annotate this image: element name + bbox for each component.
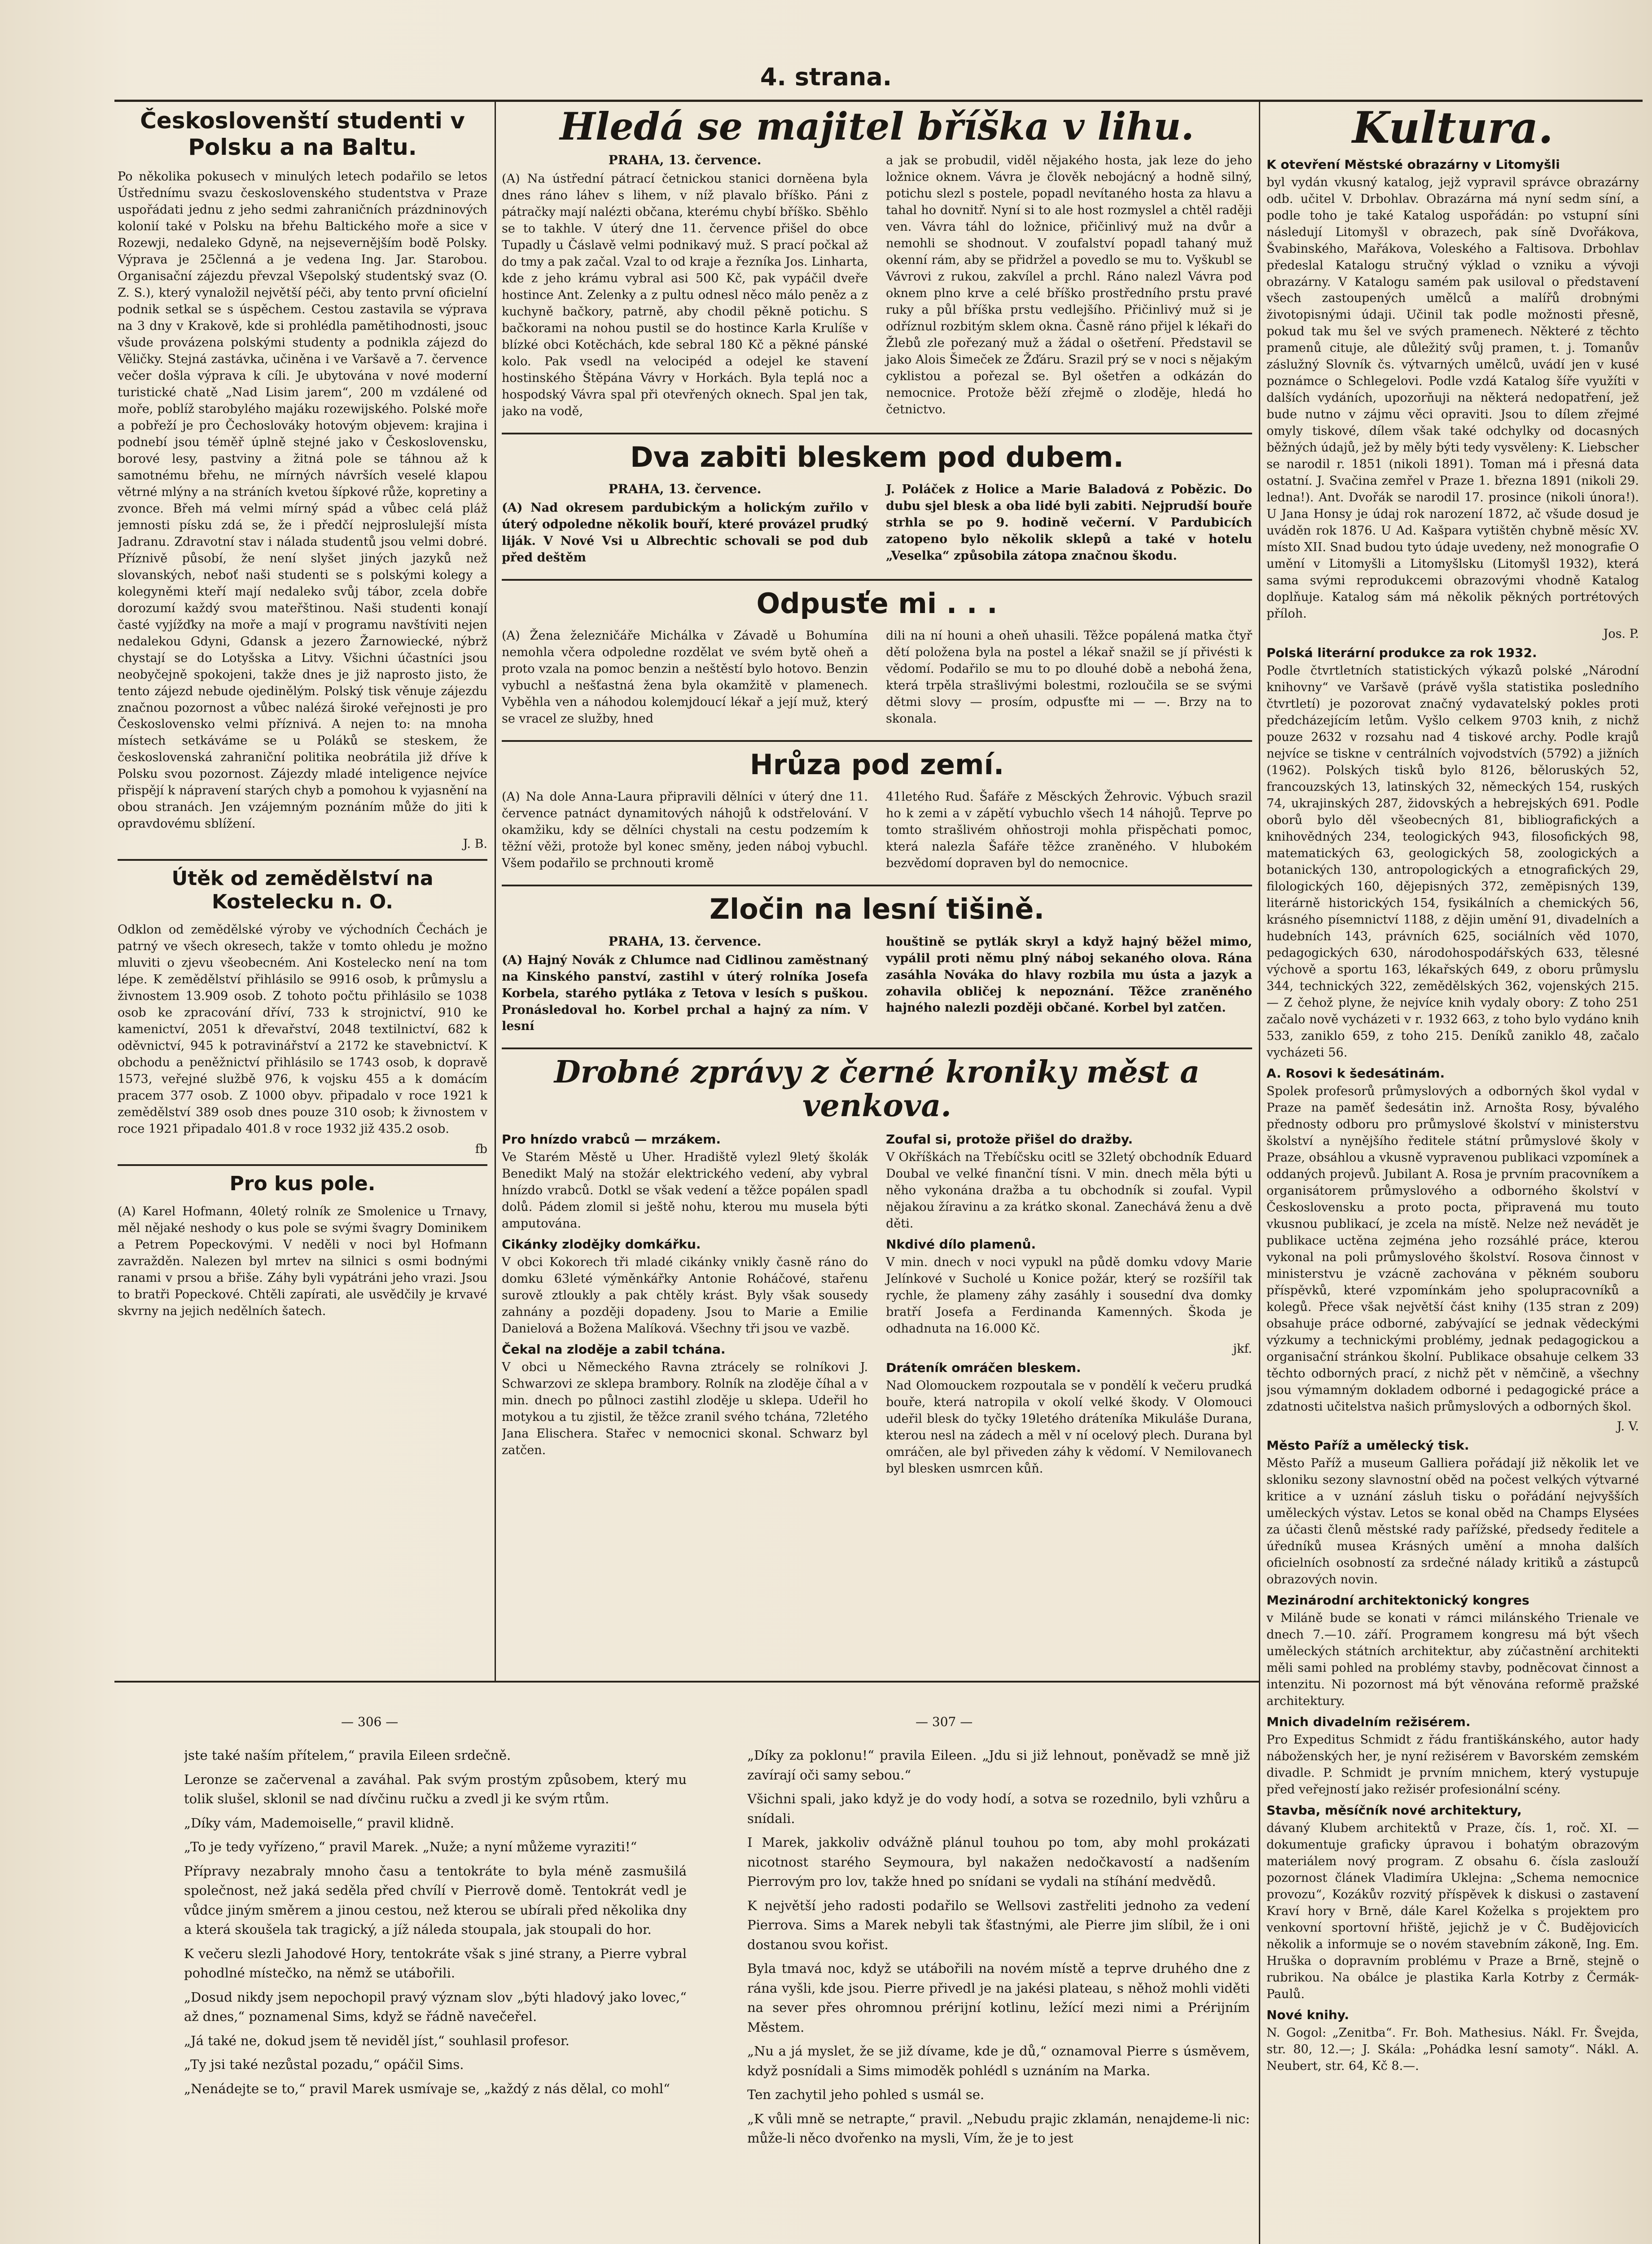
page-number-header: 4. strana. (760, 63, 892, 91)
article-two-column (502, 153, 1252, 425)
column-divider (1259, 101, 1260, 2244)
novel-paragraph: Všichni spali, jako když je do vody hodí, a sotva se rozednilo, byli vzhůru a snídali. (747, 1791, 1250, 1826)
article-headline: Hrůza pod zemí. (749, 748, 1004, 781)
section-title: Kultura. (1352, 104, 1553, 153)
subhead: Mezinárodní architektonický kongres (1266, 1593, 1529, 1608)
article-headline: Českoslovenští studenti v Polsku a na Baltu. (140, 108, 465, 160)
article-body: (A) Hajný Novák z Chlumce nad Cidlinou zaměstnaný na Kinského panství, zastihl v úterý rolníka Josefa Korbela, starého pytláka z Tetova v lesích s puškou. Pronásledoval ho. Korbel prchal a hajný za ním. V lesní (502, 953, 868, 1034)
novel-right-page (747, 1746, 1250, 2244)
article-headline: Dva zabiti bleskem pod dubem. (630, 441, 1124, 474)
article-separator (118, 859, 487, 861)
article-body: v Miláně bude se konati v rámci milánského Trienale ve dnech 7.—10. září. Programem kongresu má být všech uměleckých státních architektur, aby zúčastnění architekti měli sami pohled na problémy stavby, podněcovat činnost a intenzitu. Ni pozornost má být věnována reformě pražské architektury. (1266, 1611, 1639, 1709)
article-separator (502, 579, 1252, 581)
article-headline: Odpusťe mi . . . (756, 587, 998, 620)
novel-paragraph: „To je tedy vyřízeno,“ pravil Marek. „Nuže; a nyní můžeme vyraziti!“ (184, 1839, 637, 1854)
article-two-column (502, 628, 1252, 732)
article-signature: J. V. (1617, 1420, 1639, 1434)
article-body: (A) Žena železničáře Michálka v Závadě u Bohumína nemohla včera odpoledne rozdělat ve svém bytě oheň a proto vzala na pomoc benzin a neštěstí bylo hotovo. Benzin vybuchl a nešťastná žena byla okamžitě v plamenech. Vyběhla ven a náhodou kolemjdoucí lékař a její muž, který se vracel ze služby, hned (502, 629, 868, 726)
novel-paragraph: „Dosud nikdy jsem nepochopil pravý význam slov „býti hladový jako lovec,“ až dnes,“ poznamenal Sims, když se řádně navečeřel. (184, 1989, 687, 2024)
article-signature: fb (475, 1142, 487, 1156)
novel-paragraph: „Ty jsi také nezůstal pozadu,“ opáčil Sims. (184, 2057, 464, 2072)
subhead: Dráteník omráčen bleskem. (886, 1360, 1081, 1375)
article-body: houštině se pytlák skryl a když hajný běžel mimo, vypálil proti němu plný náboj sekaného olova. Rána zasáhla Nováka do hlavy rozbila mu ústa a jazyk a zohavila obličej k nepoznání. Těžce zraněného hajného nalezli později občané. Korbel byl zatčen. (886, 934, 1252, 1015)
subhead: Nové knihy. (1266, 2007, 1350, 2023)
novel-page-number: — 307 — (916, 1714, 973, 1729)
article-two-column (502, 1128, 1252, 1482)
article-body: Nad Olomouckem rozpoutala se v pondělí k večeru prudká bouře, která natropila v okolí velké škody. V Olomouci udeřil blesk do tyčky 19letého dráteníka Mikuláše Durana, kterou nesl na zádech a měl v ní ocelový plech. Durana byl omráčen, ale byl přiveden záhy k vědomí. V Nemilovanech byl blesken usmrcen kůň. (886, 1378, 1252, 1476)
article-signature: J. B. (463, 837, 487, 851)
subhead: K otevření Městské obrazárny v Litomyšli (1266, 157, 1560, 172)
article-body: byl vydán vkusný katalog, jejž vypravil správce obrazárny odb. učitel V. Drbohlav. Obrazárna má nyní sedm síní, a podle toho je také Katalog uspořádán: po vstupní síni následují Litomyšl v obrazech, pak síně Dvořákova, Švabinského, Mařákova, Voleského a Faltisova. Drbohlav předeslal Katalogu stručný výklad o vzniku a vývoji obrazárny. V Katalogu samém pak usiloval o představení všech zastoupených umělců a malířů drobnými životopisnými údaji. Učinil tak podle možnosti přesně, pokud tak mu šel ve svých pramenech. Některé z těchto pramenů cituje, ale důležitý svůj pramen, t. j. Tomanův záslužný Slovník čs. výtvarných umělců, uvádí jen v kusé poznámce o Schlegelovi. Podle vzdá Katalog šíře využíti v dalších vydáních, upozorňuji na některá nedopatření, jež bude nutno v zájmu věci opraviti. Jsou to dílem zřejmé omyly tiskové, dílem však také odchylky od docasných běžných údajů, jež by měly býti tedy vysvěleny: K. Liebscher se narodil r. 1851 (nikoli 1891). Toman má i přesná data ostatní. J. Svačina zemřel v Praze 1. března 1891 (nikoli 29. ledna!). Ant. Dvořák se narodil 17. prosince (nikoli února!). U Jana Honsy je údaj rok narození 1872, ač všude dosud je uváděn rok 1876. U Ad. Kašpara vytištěn chybně měsíc XV. místo XII. Snad budou tyto údaje uvedeny, než monografie O umění v Litomyšli a Litomyšlsku (Litomyšl 1932), která sama svými reprodukcemi obrazovými vhodně Katalog doplňuje. Katalog sám má několik pěkných portrétových příloh. (1266, 175, 1639, 621)
article-body: Podle čtvrtletních statistických výkazů polské „Národní knihovny“ ve Varšavě (právě vyšla statistika posledního čtvrtletí) je pozorovat značný vydavatelský pokles proti předcházejícím letům. Vyšlo celkem 9703 knih, z nichž pouze 2632 v rozsahu nad 4 tiskové archy. Podle krajů nejvíce se tiskne v centrálních vojvodstvích (5792) a jižních (1962). Polských tisků bylo 8126, běloruských 52, francouzských 13, latinských 32, německých 154, ruských 74, ukrajinských 287, židovských a hebrejských 691. Podle oborů bylo děl všeobecných 81, bibliografických a knihovědných 234, teologických 943, filosofických 98, matematických 63, geologických 58, zoologických a botanických 130, antropologických a etnografických 29, filologických 160, dějepisných 372, zeměpisných 139, literárně historických 154, fysikálních a chemických 56, krásného písemnictví 1188, z dějin umění 91, divadelních a hudebních 143, právních 625, sociálních věd 1070, pedagogických 630, národohospodářských 633, tělesné výchově a sportu 163, lékařských 649, z oboru průmyslu 344, technických 322, zemědělských 362, vojenských 215. — Z čehož plyne, že nejvíce knih vydaly obory: Z toho 251 začalo nově vycházeti v r. 1932 663, z toho bylo vydáno knih 533, zaniklo 659, z toho 215. Deníků zaniklo 48, začalo vycházeti 56. (1266, 664, 1639, 1060)
article-body: V min. dnech v noci vypukl na půdě domku vdovy Marie Jelínkové v Sucholé u Konice požár, který se rozšířil tak rychle, že plameny záhy zasáhly i sousední dva domky bratří Josefa a Ferdinanda Kamenných. Škoda je odhadnuta na 16.000 Kč. (886, 1255, 1252, 1336)
novel-paragraph: K večeru slezli Jahodové Hory, tentokráte však s jiné strany, a Pierre vybral pohodlné místečko, na němž se utábořili. (184, 1946, 687, 1981)
subhead: Cikánky zlodějky domkářku. (502, 1236, 701, 1252)
dateline: PRAHA, 13. července. (608, 482, 762, 497)
subhead: Mnich divadelním režisérem. (1266, 1714, 1471, 1730)
subhead: Polská literární produkce za rok 1932. (1266, 645, 1537, 661)
subhead: Město Paříž a umělecký tisk. (1266, 1438, 1469, 1453)
article-headline: Drobné zprávy z černé kroniky měst a venkova. (554, 1054, 1200, 1124)
article-body: V Okříškách na Třebíčsku ocitl se 32letý obchodník Eduard Doubal ve velké finanční tísni. V min. dnech měla býti u něho vykonána dražba a tu obchodník si zoufal. Vypil nějakou žíravinu a za krátko skonal. Zanechává ženu a dvě děti. (886, 1150, 1252, 1231)
article-headline: Hledá se majitel bříška v lihu. (560, 106, 1194, 149)
subhead: Pro hnízdo vrabců — mrzákem. (502, 1132, 721, 1147)
article-signature: Jos. P. (1603, 627, 1639, 641)
article-separator (502, 885, 1252, 886)
article-body: Po několika pokusech v minulých letech podařilo se letos Ústřednímu svazu československého studentstva v Praze uspořádati jednu z jeho sedmi zahraničních prázdninových kolonií také v Polsku na břehu Baltického moře a sice v Rozewji, nedaleko Gdyně, na nejsevernějším bodě Polsky. Výprava je 25členná a je vedena Ing. Jar. Starobou. Organisační zájezdu převzal Všepolský studentský svaz (O. Z. S.), který vynaložil největší péči, aby tento první oficielní podnik setkal se s úspěchem. Cestou zastavila se výprava na 3 dny v Krakově, kde si prohlédla pamětihodnosti, jsouc všude provázena polskými studenty a podnikla zájezd do Věličky. Stejná zastávka, učiněna i ve Varšavě a 7. července večer došla výprava k cíli. Je ubytována v nové moderní turistické chatě „Nad Lisim jarem“, 200 m vzdálené od moře, poblíž starobylého majáku rozewijského. Polské moře a pobřeží je pro Čechoslováky hotovým objevem: krajina i podnebí jsou téměř úplně stejné jako v Československu, borové lesy, pastviny a žitná pole se táhnou až k samotnému břehu, ne mírných návrších veselé klapou větrné mlýny a na stráních kvetou šípkové růže, kopretiny a zvonce. Břeh má velmi mírný spád a vůbec celá pláž jemnosti písku zdá se, že i předčí nejproslulejší místa Jadranu. Zdravotní stav i nálada studentů jsou velmi dobré. Příznivě působí, že není slyšet jiných jazyků než slovanských, neboť naši studenti se s polskými kolegy a kolegyněmi kteří mají nedaleko svůj tábor, zcela dobře dorozumí každý svou mateřštinou. Naši studenti konají časté vyjížďky na moře a mají v programu navštíviti nejen nedalekou Gdyni, Gdansk a jezero Žarnowiecké, nýbrž chystají se do Lotyšska a Litvy. Všichni účastníci jsou neobyčejně spokojeni, takže dnes je již naprosto jisto, že tento zájezd nebude ojedinělým. Polský tisk věnuje zájezdu značnou pozornost a vůbec nalézá široké veřejnosti je pro Československo velmi příznivá. A nejen to: na mnoha místech setkáváme se u Poláků se steskem, že československá zahraniční politika neobrátila již dříve k Polsku svou pozornost. Zájezdy mladé inteligence nejvíce přispějí k nápravení starých chyb a pomohou k vyjasnění na obou stranách. Jen vzájemným poznáním může do jiti k opravdovému sblížení. (118, 170, 487, 831)
article-headline: Útěk od zemědělství na Kostelecku n. O. (171, 867, 434, 914)
dateline: PRAHA, 13. července. (608, 934, 762, 949)
novel-paragraph: „Nenádejte se to,“ pravil Marek usmívaje se, „každý z nás dělal, co mohl“ (184, 2081, 670, 2096)
article-body: Spolek profesorů průmyslových a odborných škol vydal v Praze na paměť šedesátin inž. Arnošta Rosy, bývalého přednosty odboru pro průmyslové školství v ministerstvu školství a nynějšího ředitele státní průmyslové školy v Praze, obsáhlou a vkusně vypravenou publikaci vzpomínek a oddaných projevů. Jubilant A. Rosa je prvním pracovníkem a organisátorem průmyslového a odborného školství v Československu a proto pocta, připravená mu touto vkusnou publikací, je zcela na místě. Nelze než nevádět je publikace uctěna zejména jeho rozsáhlé práce, kterou vykonal na poli průmyslového školství. Rosova činnost v ministerstvu je vzácně zachována v pěkném souboru příspěvků, které vzpomínkám jeho spolupracovníků a kolegů. Přece však největší část knihy (135 stran z 209) obsahuje práce odborné, zabývající se jednak vědeckými výzkumy a technickými problémy, jednak pedagogickou a organisační stránkou školní. Publikace obsahuje celkem 33 těchto odborných prací, z nichž pět v němčině, a všechny jsou výmamným dokladem odborné i pedagogické práce a zdatnosti učitelstva našich průmyslových a odborných škol. (1266, 1084, 1639, 1414)
novel-paragraph: Byla tmavá noc, když se utábořili na novém místě a teprve druhého dne z rána vyšli, kde jsou. Pierre přivedl je na jakési plateau, s něhož mohli viděti na sever přes ohromnou prérijní kotlinu, ležící mezi nimi a Prérijním Městem. (747, 1961, 1250, 2035)
subhead: Nkdivé dílo plamenů. (886, 1236, 1036, 1252)
article-body: Pro Expeditus Schmidt z řádu františkánského, autor hady náboženských her, je nyní režisérem v Bavorském zemském divadle. P. Schmidt je prvním mnichem, který vystupuje před veřejností jako režisér profesionální scény. (1266, 1733, 1639, 1797)
novel-paragraph: I Marek, jakkoliv odvážně plánul touhou po tom, aby mohl prokázati nicotnost starého Seymoura, byl nakažen nedočkavostí a nadšením Pierrovým pro lov, takže hned po snídani se vydali na stíhání medvědů. (747, 1835, 1250, 1889)
article-separator (118, 1164, 487, 1166)
middle-column (502, 106, 1252, 1677)
article-body: (A) Karel Hofmann, 40letý rolník ze Smolenice u Trnavy, měl nějaké neshody o kus pole se svými švagry Dominikem a Petrem Popeckovými. V neděli v noci byl Hofmann zavražděn. Nalezen byl mrtev na silnici s osmi bodnými ranami v prsou a břiše. Záhy byli vypátráni jeho vrazi. Jsou to bratři Popeckové. Chtěli zapírati, ale usvědčily je krvavé skvrny na jejich nedělních šatech. (118, 1204, 487, 1318)
article-body: N. Gogol: „Zenitba“. Fr. Boh. Mathesius. Nákl. Fr. Švejda, str. 80, 12.—; J. Skála: „Pohádka lesní samoty“. Nákl. A. Neubert, str. 64, Kč 8.—. (1266, 2026, 1639, 2073)
article-body: Ve Starém Městě u Uher. Hradiště vylezl 9letý školák Benedikt Malý na stožár elektrického vedení, aby vybral hnízdo vrabců. Dotkl se však vedení a těžce popálen spadl dolů. Pádem zlomil si ještě nohu, kterou mu musela býti amputována. (502, 1150, 868, 1231)
subhead: Zoufal si, protože přišel do dražby. (886, 1132, 1133, 1147)
novel-left-page (184, 1746, 687, 2244)
header-rule (114, 100, 1643, 102)
article-body: Město Paříž a museum Galliera pořádají již několik let ve skloniku sezony slavnostní oběd na počest velkých výtvarné kritice a v uznání zásluh tisku o pořádání nejvyšších uměleckých výstav. Letos se konal oběd na Champs Elysées za účasti členů městské rady pařížské, předsedy ředitele a úředníků musea Krásných umění a mnoha dalších oficielních osobností za srdečné nálady kritiků a zástupců obrazových novin. (1266, 1456, 1639, 1587)
novel-paragraph: Přípravy nezabraly mnoho času a tentokráte to byla méně zasmušilá společnost, než jaká seděla před chvílí v Pierrově domě. Tentokrát vedl je vůdce jiným směrem a jinou cestou, než kterou se ubírali před několika dny a která skoušela tak tragický, a jíž náleda stoupala, jak stoupali do hor. (184, 1863, 687, 1937)
novel-paragraph: jste také naším přítelem,“ pravila Eileen srdečně. (184, 1748, 511, 1763)
article-signature: jkf. (1233, 1341, 1252, 1356)
article-body: 41letého Rud. Šafáře z Měsckých Žehrovic. Výbuch srazil ho k zemi a v zápětí vybuchlo všech 14 náhojů. Teprve po tomto strašlivém ohňostroji mohla přispěchati pomoc, která nalezla Šafáře těžce zraněného. V hlubokém bezvědomí dopraven byl do nemocnice. (886, 790, 1252, 871)
article-body: dávaný Klubem architektů v Praze, čís. 1, roč. XI. — dokumentuje graficky úpravou i bohatým obrazovým materiálem nový program. Z obsahu 6. čísla zaslouží pozornost článek Vladimíra Uklejna: „Schema nemocnice provozu“, Kozákův rozvitý příspěvek k diskusi o zastavení Kraví hory v Brně, dále Karel Koželka s projektem pro venkovní sportovní hřiště, jejichž je v Č. Budějovicích několik a informuje se o novém stavebním zákoně, Ing. Em. Hruška o dopravním problému v Praze a Brně, stejně o rubrikou. Na obálce je plastika Karla Kotrby z Čermák-Paulů. (1266, 1821, 1639, 2002)
dateline: PRAHA, 13. července. (608, 153, 762, 168)
article-headline: Zločin na lesní tišině. (709, 893, 1045, 926)
subhead: A. Rosovi k šedesátinám. (1266, 1065, 1445, 1081)
novel-paragraph: „Díky vám, Mademoiselle,“ pravil klidně. (184, 1815, 454, 1831)
article-separator (502, 740, 1252, 742)
article-two-column (502, 934, 1252, 1040)
novel-paragraph: „Díky za poklonu!“ pravila Eileen. „Jdu si již lehnout, poněvadž se mně již zavírají oči samy sebou.“ (747, 1748, 1250, 1783)
article-body: a jak se probudil, viděl nějakého hosta, jak leze do jeho ložnice oknem. Vávra je člověk nebojácný a hodně silný, potichu slezl s postele, popadl nevítaného hosta za hlavu a tahal ho dovnitř. Nyní si to ale host rozmyslel a chtěl raději ven. Vávra táhl do ložnice, přičinlivý muž na dvůr a nemohli se shodnout. V zoufalství popadl tahaný muž okenní rám, aby se přidržel a povedlo se mu to. Vyškubl se Vávrovi z rukou, zakvílel a prchl. Ráno nalezl Vávra pod oknem plno krve a celé bříško prostředního prstu pravé ruky a půl bříška prstu vedlejšího. Přičinlivý muž si je odříznul rozbitým sklem okna. Časně ráno přijel k lékaři do Žlebů zle pořezaný muž a žádal o ošetření. Představil se jako Alois Šimeček ze Žďáru. Srazil prý se v noci s nějakým cyklistou a pořezal se. Byl ošetřen a odkázán do nemocnice. Protože běží zřejmě o zloděje, hledá ho četnictvo. (886, 153, 1252, 417)
novel-paragraph: K největší jeho radosti podařilo se Wellsovi zastřeliti jednoho za vedení Pierrova. Sims a Marek nebyli tak šťastnými, ale Pierre jim slíbil, že i oni dostanou svou kořist. (747, 1898, 1250, 1952)
novel-paragraph: Ten zachytil jeho pohled s usmál se. (747, 2087, 985, 2102)
article-separator (502, 433, 1252, 434)
right-column-kultura (1266, 104, 1639, 2244)
article-two-column (502, 482, 1252, 571)
novel-paragraph: „K vůli mně se netrapte,“ pravil. „Nebudu prajic zklamán, nenajdeme-li nic: může-li něco dvořenko na mysli, Vím, že je to jest (747, 2111, 1250, 2146)
novel-page-number: — 306 — (341, 1714, 399, 1729)
article-body: V obci Kokorech tři mladé cikánky vnikly časně ráno do domku 63leté výměnkářky Antonie Roháčové, stařenu surově ztloukly a pak chtěly krást. Byly však sousedy zahnány a později dopadeny. Jsou to Marie a Emilie Danielová a Božena Malíková. Všechny tři jsou ve vazbě. (502, 1255, 868, 1336)
column-divider (495, 101, 496, 1681)
article-body: (A) Nad okresem pardubickým a holickým zuřilo v úterý odpoledne několik bouří, které provázel prudký liják. V Nové Vsi u Albrechtic schovali se pod dub před deštěm (502, 501, 868, 565)
subhead: Čekal na zloděje a zabil tchána. (502, 1341, 726, 1357)
subhead: Stavba, měsíčník nové architektury, (1266, 1803, 1522, 1818)
article-body: dili na ní houni a oheň uhasili. Těžce popálená matka čtyř dětí položena byla na postel a lékař snažil se jí přivésti k vědomí. Podařilo se mu to po dlouhé době a nebohá žena, která trpěla strašlivými bolestmi, rozloučila se se svými dětmi slovy — prosím, odpusťte mi — —. Brzy na to skonala. (886, 629, 1252, 726)
novel-paragraph: Leronze se začervenal a zaváhal. Pak svým prostým způsobem, který mu tolik slušel, sklonil se nad dívčinu ručku a zvedl ji ke svým rtům. (184, 1771, 687, 1806)
article-body: (A) Na dole Anna-Laura připravili dělníci v úterý dne 11. července patnáct dynamitových náhojů k odstřelování. V okamžiku, kdy se dělníci chystali na cestu podzemím k těžní věži, protože byl konec směny, jeden náboj vybuchl. Všem podařilo se prchnouti kromě (502, 790, 868, 871)
novel-paragraph: „Nu a já myslet, že se již dívame, kde je dů,“ oznamoval Pierre s úsměvem, když posnídali a Sims mimoděk pohlédl s uznáním na Marka. (747, 2043, 1250, 2078)
article-body: V obci u Německého Ravna ztrácely se rolníkovi J. Schwarzovi ze sklepa brambory. Rolník na zloděje číhal a v min. dnech po půlnoci zastihl zloděje u sklepa. Udeřil ho motykou a tu zjistil, že těžce zranil svého tchána, 72letého Jana Elischera. Stařec v nemocnici skonal. Schwarz byl zatčen. (502, 1360, 868, 1457)
feuilleton-rule (114, 1681, 1259, 1683)
article-headline: Pro kus pole. (229, 1172, 376, 1195)
article-two-column (502, 789, 1252, 877)
novel-paragraph: „Já také ne, dokud jsem tě neviděl jíst,“ souhlasil profesor. (184, 2033, 570, 2048)
article-body: J. Poláček z Holice a Marie Baladová z Pobězic. Do dubu sjel blesk a oba lidé byli zabiti. Nejprudší bouře strhla se po 9. hodině večerní. V Pardubicích zatopeno bylo několik sklepů a také v hotelu „Veselka“ způsobila zátopa značnou škodu. (886, 482, 1252, 563)
article-separator (502, 1047, 1252, 1049)
left-column (118, 108, 487, 1679)
article-body: (A) Na ústřední pátrací četnickou stanici dorněena byla dnes ráno láhev s lihem, v níž plavalo bříško. Páni z pátračky mají nalézti občana, kterému chybí bříško. Sběhlo se to takhle. V úterý dne 11. července přišel do obce Tupadly u Čáslavě velmi podnikavý muž. S prací počkal až do tmy a pak začal. Vzal to od kraje a řezníka Jos. Linharta, kde z jeho krámu vybral asi 500 Kč, pak vypáčil dveře hostince Ant. Zelenky a z pultu odnesl něco málo peněz a z kuchyně bačkory, patrně, aby chodil pěkně potichu. S bačkorami na nohou pustil se do hostince Karla Krulíše v blízké obci Kotěchách, kde sebral 180 Kč a pěkné pánské kolo. Pak vsedl na velocipéd a odejel ke stavení hostinského Štěpána Vávry v Horkách. Byla teplá noc a hospodský Vávra spal při otevřených oknech. Spal jen tak, jako na vodě, (502, 172, 868, 419)
article-body: Odklon od zemědělské výroby ve východních Čechách je patrný ve všech okresech, takže v tomto ohledu je možno mluviti o zjevu všeobecném. Ani Kostelecko není na tom lépe. K zemědělství přihlásilo se 9916 osob, k průmyslu a živnostem 13.909 osob. Z tohoto počtu přihlásilo se 1038 osob ke zpracování dříví, 733 k strojnictví, 910 ke kamenictví, 2051 k dřevařství, 2048 textilnictví, 682 k oděvnictví, 945 k potravinářství a 2172 ke stavebnictví. K obchodu a peněžnictví přihlásilo se 1743 osob, k dopravě 1573, veřejné službě 976, k vojsku 455 a k domácím pracem 377 osob. Z 1000 obyv. připadalo v roce 1921 k zemědělství 389 osob dnes pouze 310 osob; k živnostem v roce 1921 připadalo 401.8 v roce 1932 již 435.2 osob. (118, 923, 487, 1136)
